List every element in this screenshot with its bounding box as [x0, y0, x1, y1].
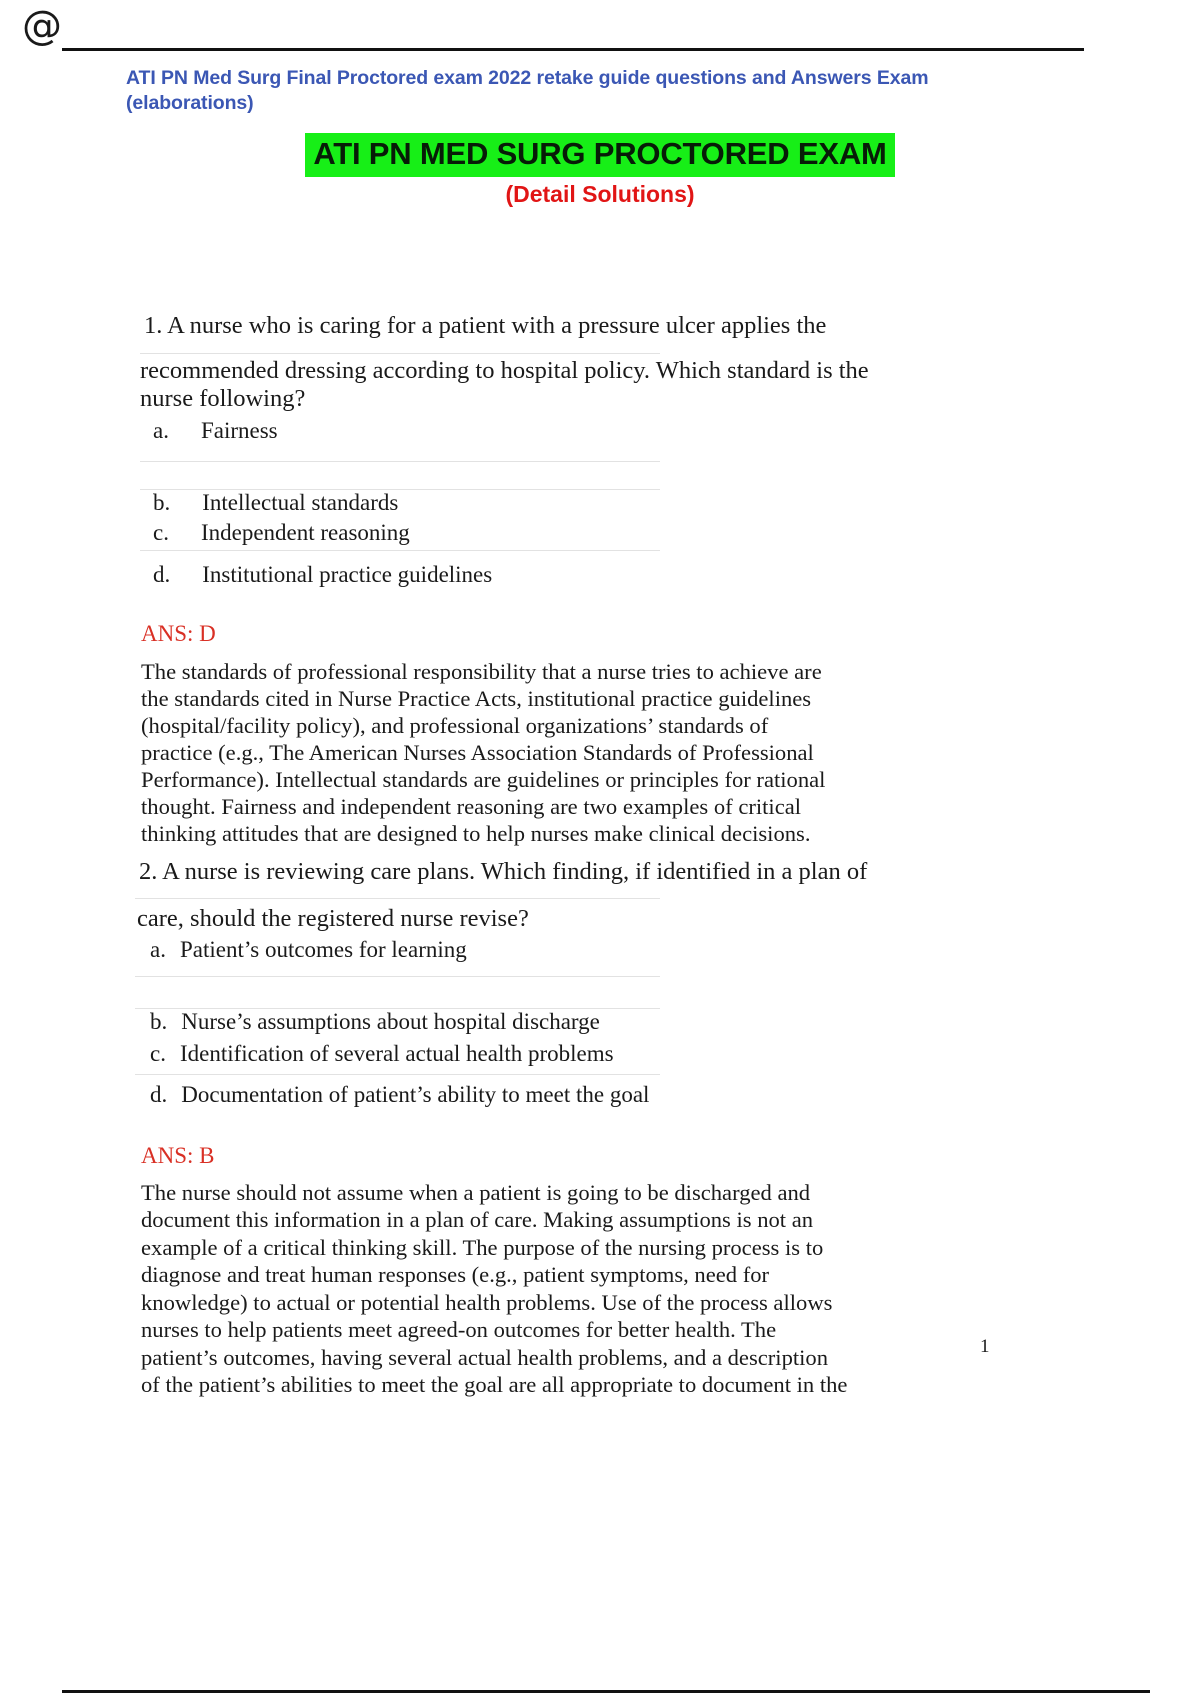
option-text: Documentation of patient’s ability to meet the goal	[181, 1082, 650, 1107]
question-1-stem-line-3: nurse following?	[140, 385, 306, 412]
option-letter: c.	[150, 1041, 166, 1066]
option-row[interactable]	[153, 416, 278, 446]
page-title: ATI PN MED SURG PROCTORED EXAM	[305, 133, 894, 177]
option-text: Independent reasoning	[200, 520, 410, 545]
question-1-stem-line-1: 1. A nurse who is caring for a patient with a pressure ulcer applies the	[144, 312, 827, 339]
explanation-line: practice (e.g., The American Nurses Association Standards of Professional	[141, 740, 814, 765]
question-2-stem-line-2: care, should the registered nurse revise?	[137, 905, 529, 932]
option-row[interactable]	[150, 1080, 649, 1110]
separator-line	[140, 353, 660, 354]
page-number: 1	[980, 1336, 990, 1357]
option-letter: d.	[153, 562, 171, 587]
question-1-stem-line-2: recommended dressing according to hospital policy. Which standard is the	[140, 357, 869, 384]
separator-line	[135, 898, 660, 899]
separator-line	[140, 461, 660, 462]
question-2-stem-line-1: 2. A nurse is reviewing care plans. Which finding, if identified in a plan of	[139, 858, 868, 885]
document-header-bar	[0, 0, 1200, 58]
option-letter: b.	[150, 1009, 168, 1034]
option-row[interactable]	[150, 1007, 600, 1037]
option-row[interactable]	[153, 518, 410, 548]
explanation-line: patient’s outcomes, having several actual health problems, and a description	[141, 1345, 829, 1370]
explanation-line: diagnose and treat human responses (e.g., patient symptoms, need for	[141, 1262, 770, 1287]
option-text: Patient’s outcomes for learning	[179, 937, 467, 962]
option-text: Nurse’s assumptions about hospital discharge	[181, 1009, 600, 1034]
option-text: Identification of several actual health problems	[179, 1041, 614, 1066]
explanation-line: example of a critical thinking skill. The purpose of the nursing process is to	[141, 1235, 824, 1260]
separator-line	[135, 1074, 660, 1075]
explanation-line: of the patient’s abilities to meet the goal are all appropriate to document in the	[141, 1372, 848, 1397]
option-row[interactable]	[150, 1039, 614, 1069]
separator-line	[140, 550, 660, 551]
separator-line	[135, 976, 660, 977]
document-title-row	[0, 133, 1200, 177]
explanation-line: knowledge) to actual or potential health problems. Use of the process allows	[141, 1290, 833, 1315]
option-letter: d.	[150, 1082, 168, 1107]
option-text: Fairness	[200, 418, 278, 443]
answer-key-1: ANS: D	[141, 621, 216, 646]
at-sign-icon: @	[22, 3, 62, 49]
option-text: Institutional practice guidelines	[202, 562, 493, 587]
document-subject-line: ATI PN Med Surg Final Proctored exam 2022 retake guide questions and Answers Exam (elaborations)	[126, 67, 929, 114]
explanation-line: The standards of professional responsibility that a nurse tries to achieve are	[141, 659, 822, 684]
option-letter: a.	[150, 937, 166, 962]
option-row[interactable]	[153, 560, 492, 590]
header-divider	[62, 48, 1084, 51]
explanation-line: thought. Fairness and independent reasoning are two examples of critical	[141, 794, 802, 819]
option-text: Intellectual standards	[202, 490, 399, 515]
footer-divider	[62, 1690, 1150, 1693]
option-row[interactable]	[153, 488, 398, 518]
option-letter: c.	[153, 520, 169, 545]
explanation-line: document this information in a plan of care. Making assumptions is not an	[141, 1207, 814, 1232]
page-subtitle: (Detail Solutions)	[505, 181, 695, 207]
option-letter: b.	[153, 490, 171, 515]
explanation-line: nurses to help patients meet agreed-on outcomes for better health. The	[141, 1317, 777, 1342]
explanation-line: the standards cited in Nurse Practice Acts, institutional practice guidelines	[141, 686, 812, 711]
answer-key-2: ANS: B	[141, 1143, 215, 1168]
explanation-line: (hospital/facility policy), and professional organizations’ standards of	[141, 713, 769, 738]
explanation-line: Performance). Intellectual standards are guidelines or principles for rational	[141, 767, 826, 792]
explanation-line: The nurse should not assume when a patient is going to be discharged and	[141, 1180, 811, 1205]
option-letter: a.	[153, 418, 169, 443]
option-row[interactable]	[150, 935, 467, 965]
explanation-line: thinking attitudes that are designed to help nurses make clinical decisions.	[141, 821, 811, 846]
